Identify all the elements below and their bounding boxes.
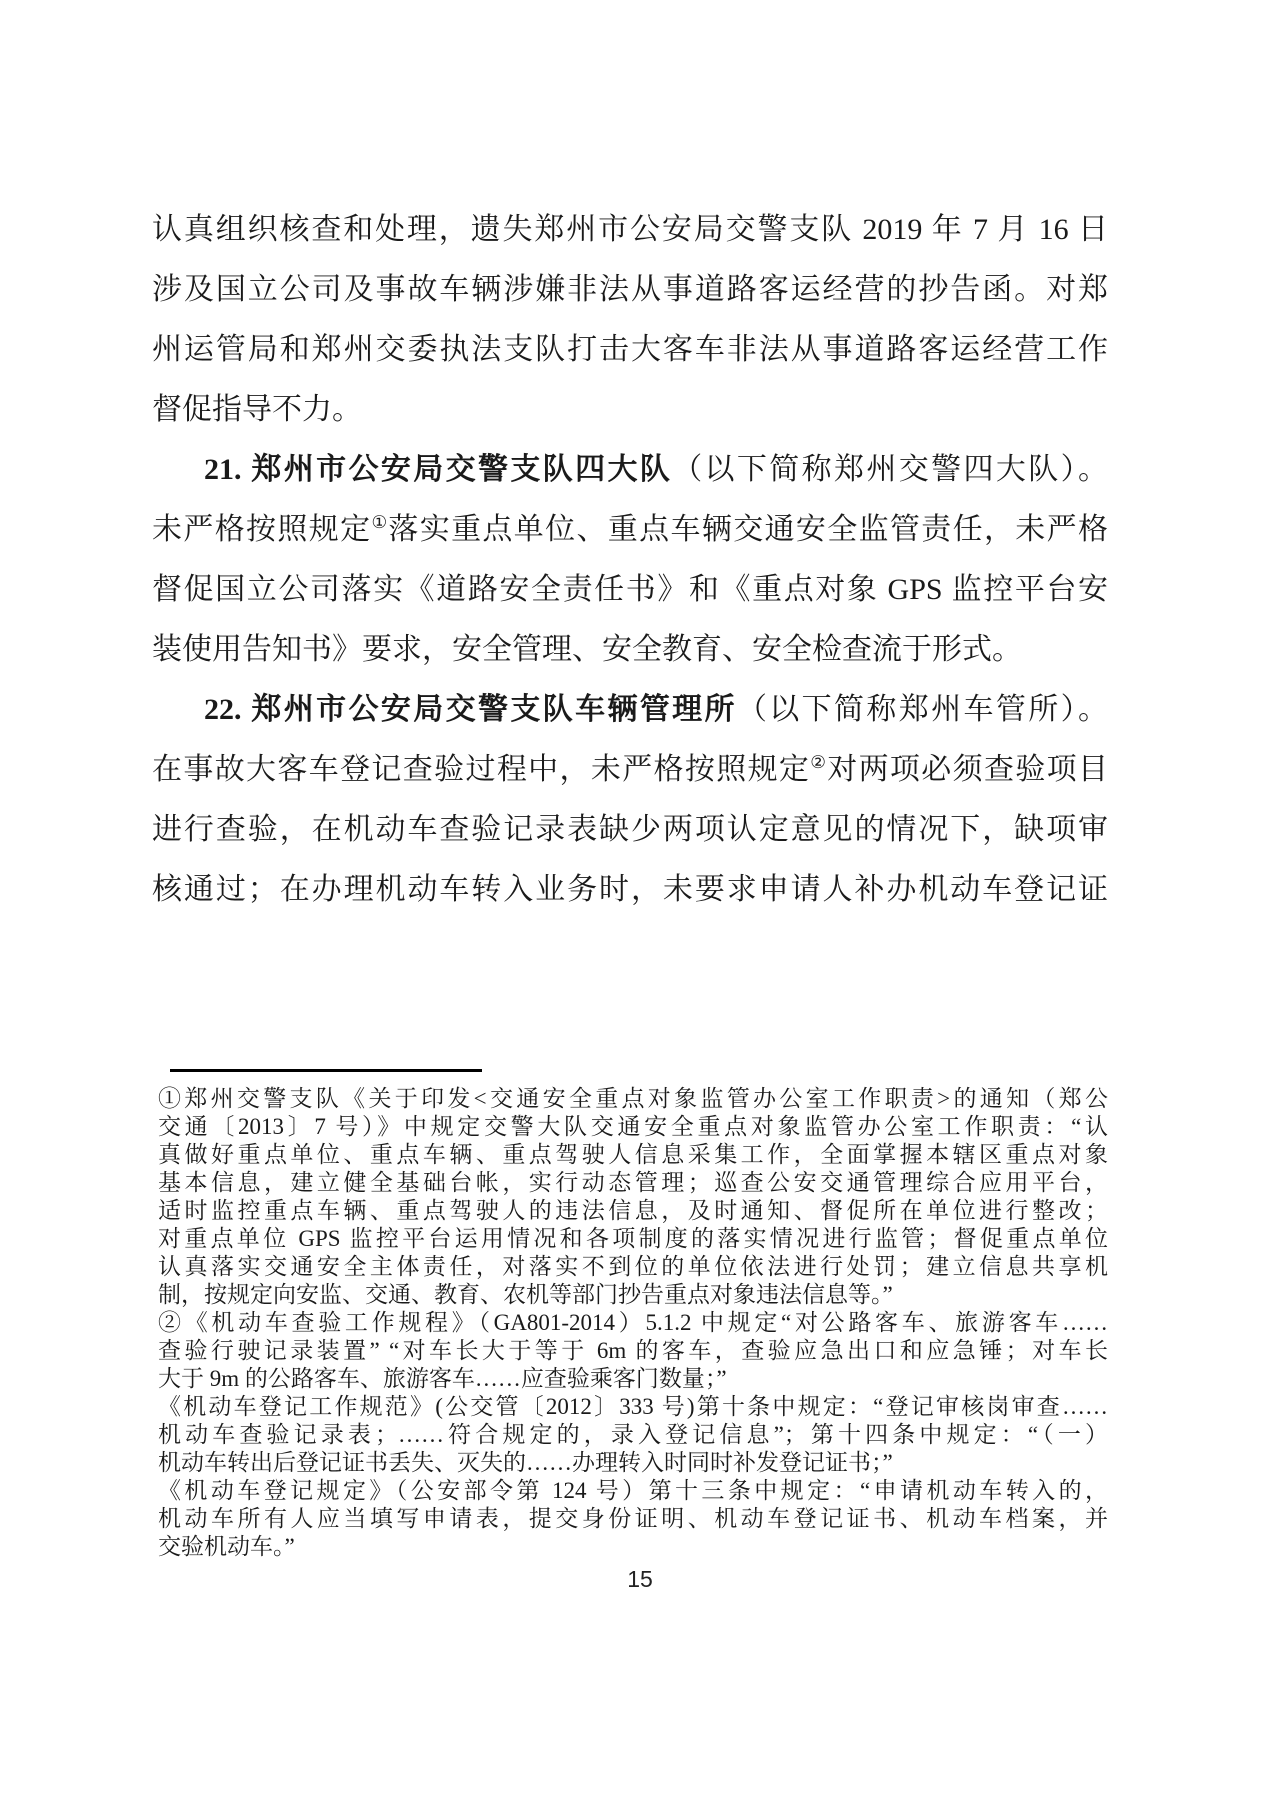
footnote-line	[158, 1449, 1108, 1477]
text-run: 查验行驶记录装置” “对车长大于等于 6m 的客车，查验应急出口和应急锤；对车长	[158, 1338, 1108, 1363]
footnote-line	[158, 1365, 1108, 1393]
footnote-line	[158, 1169, 1108, 1197]
body-line	[152, 620, 1108, 680]
text-run: ①郑州交警支队《关于印发<交通安全重点对象监管办公室工作职责>的通知（郑公	[158, 1086, 1108, 1111]
text-run: 核通过；在办理机动车转入业务时，未要求申请人补办机动车登记证	[152, 873, 1108, 906]
text-run: 《机动车登记规定》（公安部令第 124 号）第十三条中规定：“申请机动车转入的，	[158, 1478, 1108, 1503]
body-line	[152, 800, 1108, 860]
text-run: 适时监控重点车辆、重点驾驶人的违法信息，及时通知、督促所在单位进行整改；	[158, 1198, 1108, 1223]
text-run: 认真组织核查和处理，遗失郑州市公安局交警支队 2019 年 7 月 16 日	[152, 213, 1108, 246]
footnote-line	[158, 1225, 1108, 1253]
footnote-line	[158, 1309, 1108, 1337]
text-run: 对重点单位 GPS 监控平台运用情况和各项制度的落实情况进行监管；督促重点单位	[158, 1226, 1108, 1251]
text-run: 机动车转出后登记证书丢失、灭失的……办理转入时同时补发登记证书；”	[158, 1450, 893, 1475]
body-text	[152, 200, 1108, 920]
footnote-line	[158, 1393, 1108, 1421]
body-line	[152, 380, 1108, 440]
text-run: 督促国立公司落实《道路安全责任书》和《重点对象 GPS 监控平台安	[152, 573, 1108, 606]
body-line	[152, 320, 1108, 380]
footnote-ref-mark: ①	[371, 512, 389, 532]
text-run: 对两项必须查验项目	[827, 753, 1108, 786]
footnote-line	[158, 1141, 1108, 1169]
body-line	[152, 680, 1108, 740]
text-run: 督促指导不力。	[152, 393, 362, 426]
body-line	[152, 500, 1108, 560]
body-line	[152, 260, 1108, 320]
page-number: 15	[627, 1566, 653, 1592]
text-run: 在事故大客车登记查验过程中，未严格按照规定	[152, 753, 811, 786]
text-run: 涉及国立公司及事故车辆涉嫌非法从事道路客运经营的抄告函。对郑	[152, 273, 1108, 306]
text-run: 制，按规定向安监、交通、教育、农机等部门抄告重点对象违法信息等。”	[158, 1282, 893, 1307]
text-run: 州运管局和郑州交委执法支队打击大客车非法从事道路客运经营工作	[152, 333, 1108, 366]
text-run: 认真落实交通安全主体责任，对落实不到位的单位依法进行处罚；建立信息共享机	[158, 1254, 1108, 1279]
footnote-line	[158, 1085, 1108, 1113]
text-run: 基本信息，建立健全基础台帐，实行动态管理；巡查公安交通管理综合应用平台，	[158, 1170, 1108, 1195]
footnote-line	[158, 1113, 1108, 1141]
text-run: 机动车所有人应当填写申请表，提交身份证明、机动车登记证书、机动车档案，并	[158, 1506, 1108, 1531]
text-run: （以下简称郑州车管所）。	[736, 693, 1108, 726]
footnote-line	[158, 1253, 1108, 1281]
text-run: ②《机动车查验工作规程》（GA801-2014）5.1.2 中规定“对公路客车、旅游客车……	[158, 1310, 1108, 1335]
footnote-line	[158, 1505, 1108, 1533]
text-run: 交验机动车。”	[158, 1534, 295, 1559]
clause-heading: 21. 郑州市公安局交警支队四大队	[204, 453, 673, 486]
text-run: 落实重点单位、重点车辆交通安全监管责任，未严格	[388, 513, 1108, 546]
footnote-line	[158, 1533, 1108, 1561]
footnote-line	[158, 1477, 1108, 1505]
text-run: 未严格按照规定	[152, 513, 372, 546]
body-line	[152, 740, 1108, 800]
body-line	[152, 860, 1108, 920]
text-run: 《机动车登记工作规范》(公交管〔2012〕333 号)第十条中规定：“登记审核岗审查……	[158, 1394, 1108, 1419]
text-run: 交通〔2013〕7 号）》中规定交警大队交通安全重点对象监管办公室工作职责：“认	[158, 1114, 1108, 1139]
footnote-line	[158, 1337, 1108, 1365]
clause-heading: 22. 郑州市公安局交警支队车辆管理所	[204, 693, 737, 726]
footnote-separator	[170, 1069, 482, 1072]
text-run: 大于 9m 的公路客车、旅游客车……应查验乘客门数量；”	[158, 1366, 727, 1391]
body-line	[152, 560, 1108, 620]
body-line	[152, 440, 1108, 500]
text-run: 机动车查验记录表；……符合规定的，录入登记信息”；第十四条中规定：“（一）	[158, 1422, 1108, 1447]
footnotes	[158, 1085, 1108, 1561]
text-run: （以下简称郑州交警四大队）。	[672, 453, 1108, 486]
footnote-ref-mark: ②	[810, 752, 828, 772]
body-line	[152, 200, 1108, 260]
text-run: 装使用告知书》要求，安全管理、安全教育、安全检查流于形式。	[152, 633, 1022, 666]
text-run: 真做好重点单位、重点车辆、重点驾驶人信息采集工作，全面掌握本辖区重点对象	[158, 1142, 1108, 1167]
footnote-line	[158, 1197, 1108, 1225]
footnote-line	[158, 1421, 1108, 1449]
text-run: 进行查验，在机动车查验记录表缺少两项认定意见的情况下，缺项审	[152, 813, 1108, 846]
footnote-line	[158, 1281, 1108, 1309]
